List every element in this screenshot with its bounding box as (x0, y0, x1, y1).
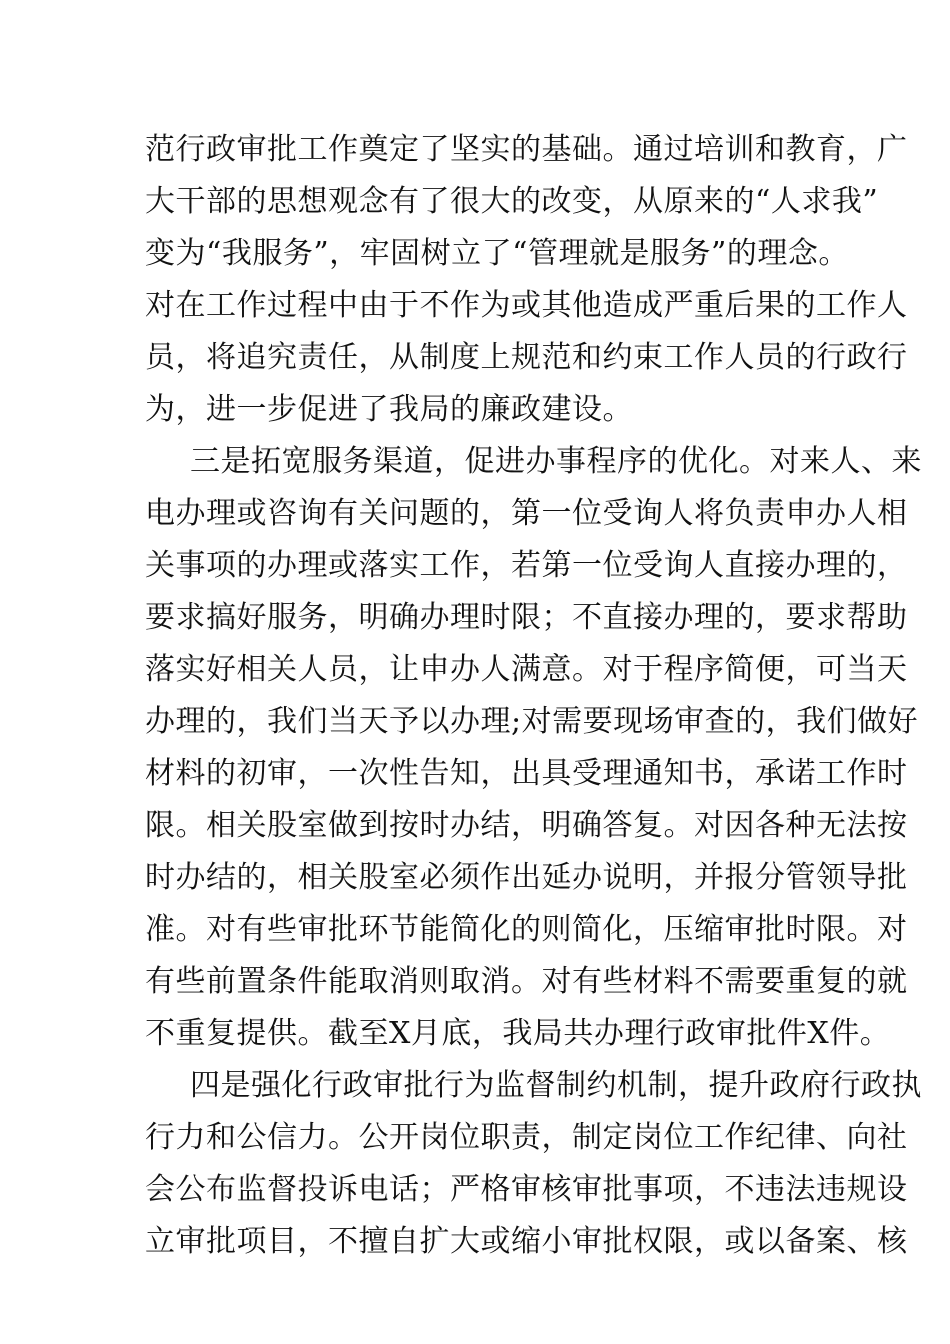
paragraph-3-first-line: 三是拓宽服务渠道，促进办事程序的优化。对来人、来 (190, 444, 922, 479)
paragraph-4-first-line: 四是强化行政审批行为监督制约机制，提升政府行政执 (190, 1068, 922, 1103)
text-line-6: 为，进一步促进了我局的廉政建设。 (145, 392, 633, 427)
text-line-15: 时办结的，相关股室必须作出延办说明，并报分管领导批 (145, 860, 908, 895)
text-line-1: 范行政审批工作奠定了坚实的基础。通过培训和教育，广 (145, 132, 908, 167)
text-line-10: 要求搞好服务，明确办理时限；不直接办理的，要求帮助 (145, 600, 908, 635)
text-line-5: 员，将追究责任，从制度上规范和约束工作人员的行政行 (145, 340, 908, 375)
text-line-3: 变为“我服务”，牢固树立了“管理就是服务”的理念。 (145, 236, 849, 271)
text-line-21: 会公布监督投诉电话；严格审核审批事项，不违法违规设 (145, 1172, 908, 1207)
text-line-16: 准。对有些审批环节能简化的则简化，压缩审批时限。对 (145, 912, 908, 947)
text-line-18: 不重复提供。截至X月底，我局共办理行政审批件X件。 (145, 1016, 891, 1051)
text-line-17: 有些前置条件能取消则取消。对有些材料不需要重复的就 (145, 964, 908, 999)
text-line-2: 大干部的思想观念有了很大的改变，从原来的“人求我” (145, 184, 879, 219)
text-line-8: 电办理或咨询有关问题的，第一位受询人将负责申办人相 (145, 496, 908, 531)
text-line-22: 立审批项目，不擅自扩大或缩小审批权限，或以备案、核 (145, 1224, 908, 1259)
text-line-11: 落实好相关人员，让申办人满意。对于程序简便，可当天 (145, 652, 908, 687)
text-line-14: 限。相关股室做到按时办结，明确答复。对因各种无法按 (145, 808, 908, 843)
text-line-20: 行力和公信力。公开岗位职责，制定岗位工作纪律、向社 (145, 1120, 908, 1155)
text-line-9: 关事项的办理或落实工作，若第一位受询人直接办理的， (145, 548, 908, 583)
text-line-13: 材料的初审，一次性告知，出具受理通知书，承诺工作时 (145, 756, 908, 791)
text-line-12: 办理的，我们当天予以办理;对需要现场审查的，我们做好 (145, 704, 919, 739)
text-line-4: 对在工作过程中由于不作为或其他造成严重后果的工作人 (145, 288, 908, 323)
